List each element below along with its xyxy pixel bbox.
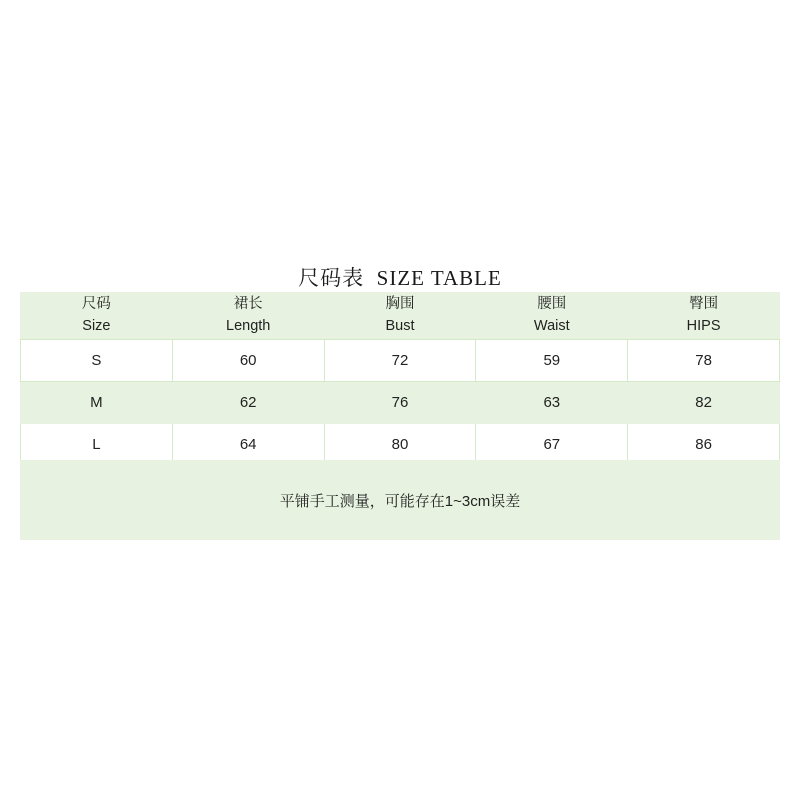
- size-table: [20, 292, 780, 466]
- header-cell-length-cn: 裙长: [233, 296, 263, 313]
- table-row: [21, 382, 780, 424]
- header-cell-bust-cn: 胸围: [385, 296, 415, 313]
- header-cell-size-cn: 尺码: [81, 296, 111, 313]
- cell-hips: 78: [628, 340, 780, 382]
- cell-size: S: [21, 340, 173, 382]
- header-cell-hips: [628, 292, 780, 340]
- header-cell-bust-en: Bust: [385, 317, 415, 334]
- header-cell-length: [172, 292, 324, 340]
- cell-bust: 76: [324, 382, 476, 424]
- cell-length: 60: [172, 340, 324, 382]
- cell-length: 64: [172, 424, 324, 466]
- cell-waist: 59: [476, 340, 628, 382]
- cell-bust: 80: [324, 424, 476, 466]
- header-cell-length-en: Length: [226, 317, 271, 334]
- header-cell-size-en: Size: [82, 317, 111, 334]
- cell-waist: 67: [476, 424, 628, 466]
- table-row: [21, 340, 780, 382]
- cell-length: 62: [172, 382, 324, 424]
- header-cell-bust: [324, 292, 476, 340]
- cell-bust: 72: [324, 340, 476, 382]
- cell-waist: 63: [476, 382, 628, 424]
- header-cell-waist-cn: 腰围: [537, 296, 567, 313]
- size-table-container: [20, 292, 780, 466]
- measurement-note: 平铺手工测量，可能存在1~3cm误差: [20, 460, 780, 540]
- header-cell-hips-en: HIPS: [686, 317, 721, 334]
- cell-hips: 86: [628, 424, 780, 466]
- header-cell-size: [21, 292, 173, 340]
- page-title: 尺码表 SIZE TABLE: [298, 266, 502, 290]
- header-cell-waist-en: Waist: [533, 317, 570, 334]
- table-header-row: [21, 292, 780, 340]
- header-cell-hips-cn: 臀围: [689, 296, 719, 313]
- header-cell-waist: [476, 292, 628, 340]
- cell-size: L: [21, 424, 173, 466]
- cell-hips: 82: [628, 382, 780, 424]
- cell-size: M: [21, 382, 173, 424]
